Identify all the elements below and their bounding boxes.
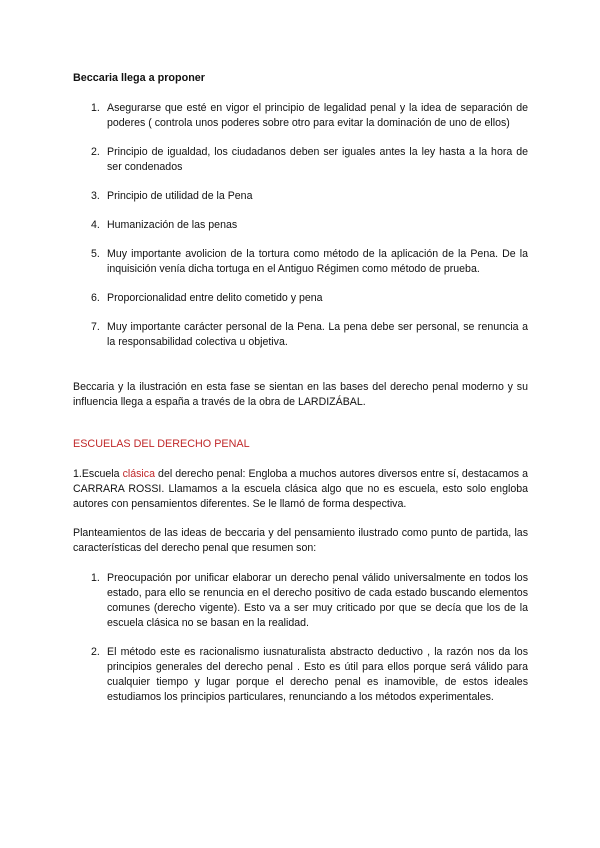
list-item bbox=[73, 189, 528, 204]
proposals-list bbox=[73, 101, 528, 350]
escuela-highlight: clásica bbox=[122, 468, 155, 480]
escuela-prefix: 1.Escuela bbox=[73, 468, 123, 480]
list-item bbox=[73, 101, 528, 131]
list-number: 3. bbox=[91, 190, 100, 202]
list-number: 1. bbox=[91, 572, 100, 584]
list-number: 1. bbox=[91, 102, 100, 114]
list-number: 7. bbox=[91, 321, 100, 333]
list-text: Preocupación por unificar elaborar un derecho penal válido universalmente en todos los estado, para ello se renuncia en el derecho positivo de cada estado buscando elementos comunes (derecho vigente). Esto va a ser muy criticado por que se decía que los de la escuela clásica no se basan en la realidad. bbox=[107, 572, 528, 629]
beccaria-paragraph: Beccaria y la ilustración en esta fase se sientan en las bases del derecho penal moderno y su influencia llega a españa a través de la obra de LARDIZÁBAL. bbox=[73, 381, 528, 408]
list-item bbox=[73, 291, 528, 306]
escuela-paragraph bbox=[73, 467, 528, 512]
escuela-rest: del derecho penal: Engloba a muchos autores diversos entre sí, destacamos a CARRARA ROSSI. Llamamos a la escuela clásica algo que no es escuela, esto solo engloba autores con pensamientos diferentes. Se le llamó de forma despectiva. bbox=[73, 468, 529, 510]
list-item bbox=[73, 247, 528, 277]
list-text: El método este es racionalismo iusnaturalista abstracto deductivo , la razón nos da los principios generales del derecho penal . Esto es útil para ellos porque será válido para cualquier tiempo y lugar porque el derecho penal es inamovible, de estos ideales estudiamos los principios particulares, renunciando a los métodos experimentales. bbox=[107, 646, 528, 703]
list-number: 4. bbox=[91, 219, 100, 231]
list-text: Asegurarse que esté en vigor el principio de legalidad penal y la idea de separación de poderes ( controla unos poderes sobre otro para evitar la dominación de uno de ellos) bbox=[107, 102, 528, 129]
list-number: 2. bbox=[91, 146, 100, 158]
list-item bbox=[73, 218, 528, 233]
list-text: Principio de utilidad de la Pena bbox=[107, 190, 253, 202]
section-heading: Beccaria llega a proponer bbox=[73, 72, 206, 84]
list-item bbox=[73, 645, 528, 705]
list-text: Proporcionalidad entre delito cometido y pena bbox=[107, 292, 323, 304]
section-title: ESCUELAS DEL DERECHO PENAL bbox=[73, 438, 250, 450]
list-text: Principio de igualdad, los ciudadanos deben ser iguales antes la ley hasta a la hora de ser condenados bbox=[107, 146, 528, 173]
list-item bbox=[73, 145, 528, 175]
list-number: 6. bbox=[91, 292, 100, 304]
planteamientos-paragraph: Planteamientos de las ideas de beccaria y del pensamiento ilustrado como punto de partida, las características del derecho penal que resumen son: bbox=[73, 527, 528, 554]
list-number: 2. bbox=[91, 646, 100, 658]
list-item bbox=[73, 571, 528, 631]
list-text: Muy importante avolicion de la tortura como método de la aplicación de la Pena. De la inquisición venía dicha tortuga en el Antiguo Régimen como método de prueba. bbox=[107, 248, 528, 275]
list-text: Muy importante carácter personal de la Pena. La pena debe ser personal, se renuncia a la responsabilidad colectiva u objetiva. bbox=[107, 321, 528, 348]
list-text: Humanización de las penas bbox=[107, 219, 238, 231]
characteristics-list bbox=[73, 571, 528, 705]
list-item bbox=[73, 320, 528, 350]
list-number: 5. bbox=[91, 248, 100, 260]
